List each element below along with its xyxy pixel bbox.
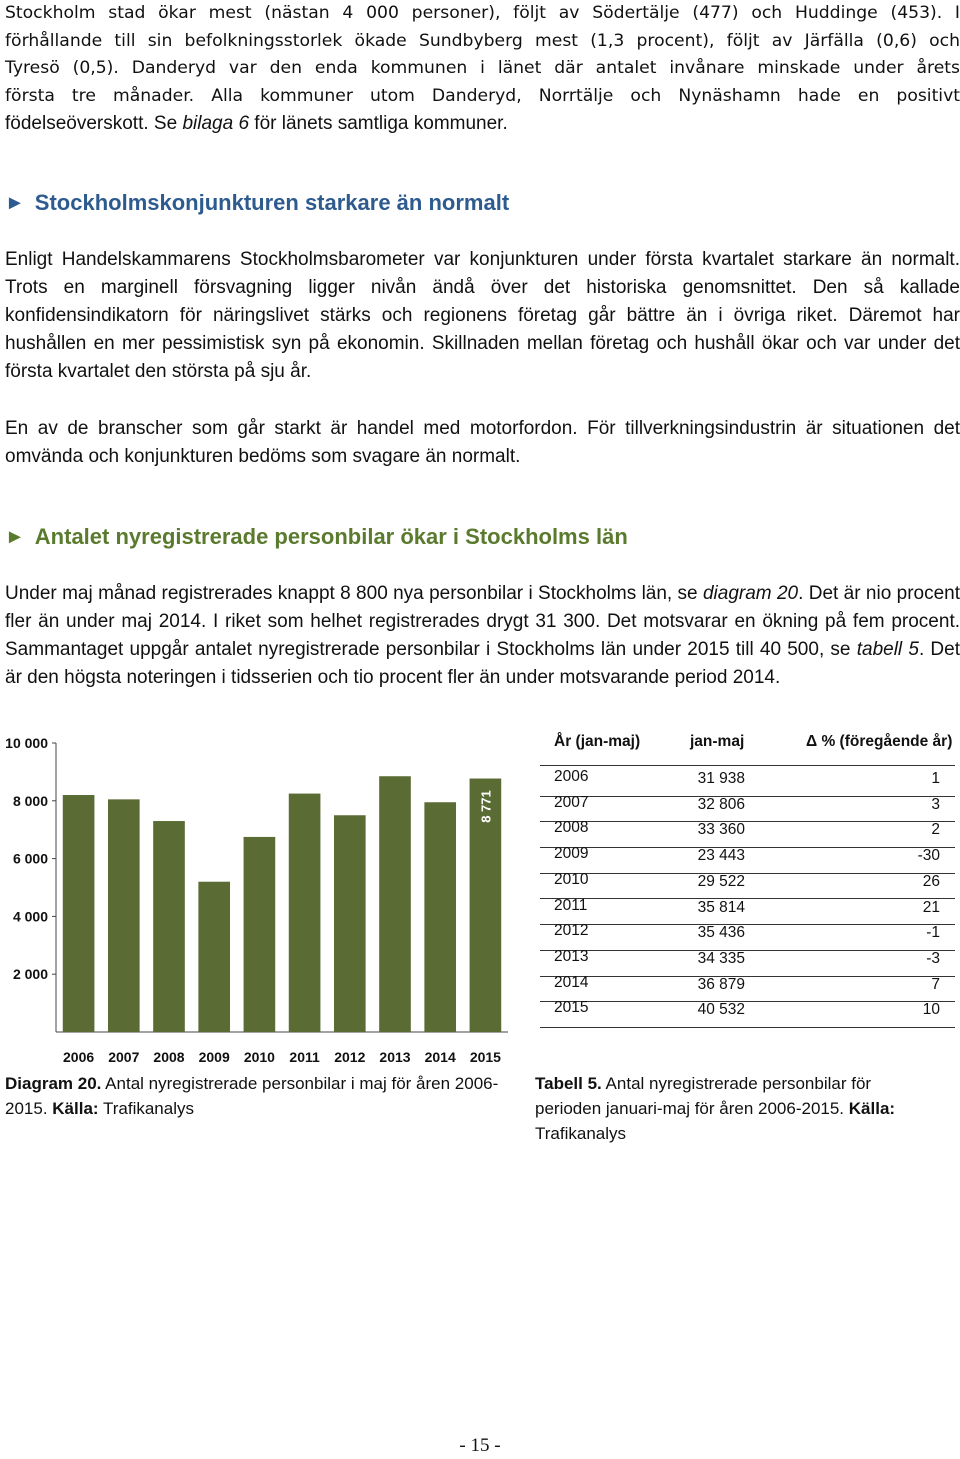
section-heading-personbilar xyxy=(5,524,628,550)
bilaga-ref: bilaga 6 xyxy=(182,113,250,134)
cell-change: 3 xyxy=(931,795,940,813)
cell-change: -30 xyxy=(917,847,940,865)
x-tick-label: 2009 xyxy=(198,1049,230,1065)
y-tick-label: 6 000 xyxy=(12,850,48,867)
x-tick-label: 2007 xyxy=(108,1049,140,1065)
caption-label: Tabell 5. xyxy=(535,1074,602,1093)
table-row xyxy=(540,793,955,823)
x-tick-label: 2008 xyxy=(153,1049,185,1065)
table-row xyxy=(540,821,955,848)
section-heading-text: Stockholmskonjunkturen starkare än normalt xyxy=(34,190,510,215)
y-tick-label: 4 000 xyxy=(12,908,48,925)
caption-source-label: Källa: xyxy=(52,1099,99,1118)
intro-line: Stockholm stad ökar mest (nästan 4 000 personer), följt av Södertälje (477) och Huddinge (453). I xyxy=(5,3,960,23)
x-tick-label: 2013 xyxy=(379,1049,411,1065)
bar xyxy=(379,776,411,1032)
cell-count: 33 360 xyxy=(697,821,745,839)
cell-count: 35 436 xyxy=(697,924,745,942)
play-arrow-icon: ► xyxy=(5,525,25,548)
cell-count: 23 443 xyxy=(697,847,745,865)
bar xyxy=(244,837,276,1032)
cell-year: 2011 xyxy=(554,896,588,914)
table-header-rule xyxy=(540,765,955,766)
play-arrow-icon: ► xyxy=(5,191,25,214)
tabell-ref: tabell 5 xyxy=(856,639,919,660)
intro-last-line xyxy=(5,110,960,138)
registration-table xyxy=(540,725,960,1025)
cell-change: 26 xyxy=(922,872,940,890)
diagram-ref: diagram 20 xyxy=(702,583,799,604)
cell-year: 2007 xyxy=(554,793,589,811)
page-number: - 15 - xyxy=(459,1435,501,1456)
caption-source-label: Källa: xyxy=(848,1099,896,1118)
x-tick-label: 2012 xyxy=(334,1049,366,1065)
intro-paragraph xyxy=(5,0,960,138)
bar xyxy=(63,795,95,1032)
paragraph-text: . Det är nio procent fler än under maj 2014. I riket som helhet registrerades drygt 31 300. Det motsvarar en ökning på fem procent. Sammantaget uppgår antalet nyregistrerade personbilar i Stockholms län under 2015 till 40 500, se xyxy=(5,583,960,660)
table-row xyxy=(540,924,955,951)
cell-change: 7 xyxy=(931,975,940,993)
cell-count: 34 335 xyxy=(697,949,745,967)
cell-change: 1 xyxy=(931,770,940,787)
cell-change: -3 xyxy=(926,949,940,967)
konjunktur-paragraph: Enligt Handelskammarens Stockholmsbarometer var konjunkturen under första kvartalet starkare än normalt. Trots en marginell försvagning ligger nivån ändå över det historiska genomsnittet. Den så kallade konfidensindikatorn för näringslivet stärks och regionens företag går bättre än i övriga riket. Däremot har hushållen en mer pessimistisk syn på ekonomin. Skillnaden mellan företag och hushåll ökar och var under det första kvartalet den största på sju år. xyxy=(5,249,960,382)
cell-count: 32 806 xyxy=(697,795,745,813)
x-tick-label: 2006 xyxy=(63,1049,95,1065)
bar xyxy=(334,815,366,1032)
x-tick-label: 2015 xyxy=(469,1049,501,1065)
cell-year: 2013 xyxy=(554,947,589,965)
cell-change: 2 xyxy=(931,821,940,839)
table-row xyxy=(540,973,955,1003)
cell-count: 40 532 xyxy=(697,1001,745,1019)
personbilar-paragraph xyxy=(5,580,960,692)
bar xyxy=(424,802,456,1032)
intro-line: första tre månader. Alla kommuner utom Danderyd, Norrtälje och Nynäshamn hade en positivt xyxy=(5,85,960,106)
table-header-change: Δ % (föregående år) xyxy=(806,733,953,750)
caption-label: Diagram 20. xyxy=(5,1074,102,1093)
intro-line: Tyresö (0,5). Danderyd var den enda kommunen i länet där antalet invånare minskade under årets xyxy=(5,58,960,78)
table-row xyxy=(540,870,955,900)
cell-year: 2006 xyxy=(554,768,589,785)
paragraph-text: . Det är den högsta noteringen i tidsserien och tio procent fler än under motsvarande period 2014. xyxy=(5,639,960,688)
y-tick-label: 10 000 xyxy=(5,735,48,751)
table-header-year: År (jan-maj) xyxy=(554,733,641,750)
section-heading-konjunktur xyxy=(5,190,509,216)
table-row xyxy=(540,896,955,926)
cell-year: 2012 xyxy=(554,922,589,940)
table-caption xyxy=(535,1071,935,1146)
bar xyxy=(108,799,140,1032)
y-tick-label: 2 000 xyxy=(12,966,48,983)
caption-text: Antal nyregistrerade personbilar för perioden januari-maj för åren 2006-2015. xyxy=(535,1074,872,1118)
cell-year: 2009 xyxy=(554,845,589,863)
x-tick-label: 2014 xyxy=(424,1049,456,1065)
cell-change: 10 xyxy=(922,1001,940,1019)
cell-count: 36 879 xyxy=(697,975,745,993)
cell-year: 2015 xyxy=(554,999,589,1017)
y-tick-label: 8 000 xyxy=(12,792,48,809)
table-row xyxy=(540,947,955,977)
diagram-caption xyxy=(5,1071,505,1121)
intro-tail: Se xyxy=(148,113,183,134)
intro-line: förhållande till sin befolkningsstorlek ökade Sundbyberg mest (1,3 procent), följt av Järfälla (0,6) och xyxy=(5,30,960,51)
bar xyxy=(198,882,230,1032)
paragraph-text: Under maj månad registrerades knappt 8 800 nya personbilar i Stockholms län, se xyxy=(5,583,703,604)
caption-text: Antal nyregistrerade personbilar i maj för åren 2006-2015. xyxy=(5,1074,499,1118)
section-heading-text: Antalet nyregistrerade personbilar ökar i Stockholms län xyxy=(34,524,628,549)
bar-data-label: 8 771 xyxy=(478,790,494,823)
caption-source: Trafikanalys xyxy=(98,1099,194,1118)
cell-count: 35 814 xyxy=(697,898,745,916)
x-tick-label: 2010 xyxy=(243,1049,275,1065)
motorfordon-paragraph: En av de branscher som går starkt är handel med motorfordon. För tillverkningsindustrin är situationen det omvända och konjunkturen bedöms som svagare än normalt. xyxy=(5,418,960,467)
x-tick-label: 2011 xyxy=(289,1049,320,1065)
table-header-janmaj: jan-maj xyxy=(690,733,745,750)
table-row xyxy=(540,1001,955,1028)
bar-chart xyxy=(0,725,520,1070)
cell-year: 2008 xyxy=(554,819,589,837)
cell-count: 29 522 xyxy=(697,872,745,890)
cell-year: 2010 xyxy=(554,870,589,888)
bar xyxy=(289,794,321,1032)
cell-change: 21 xyxy=(922,898,940,916)
cell-year: 2014 xyxy=(554,973,589,991)
cell-count: 31 938 xyxy=(697,770,745,787)
caption-source: Trafikanalys xyxy=(535,1124,627,1143)
intro-tail: för länets samtliga kommuner. xyxy=(249,113,508,134)
bar xyxy=(153,821,185,1032)
cell-change: -1 xyxy=(926,924,940,942)
intro-line: födelseöverskott. xyxy=(5,113,149,134)
table-row xyxy=(540,770,955,797)
table-row xyxy=(540,847,955,874)
